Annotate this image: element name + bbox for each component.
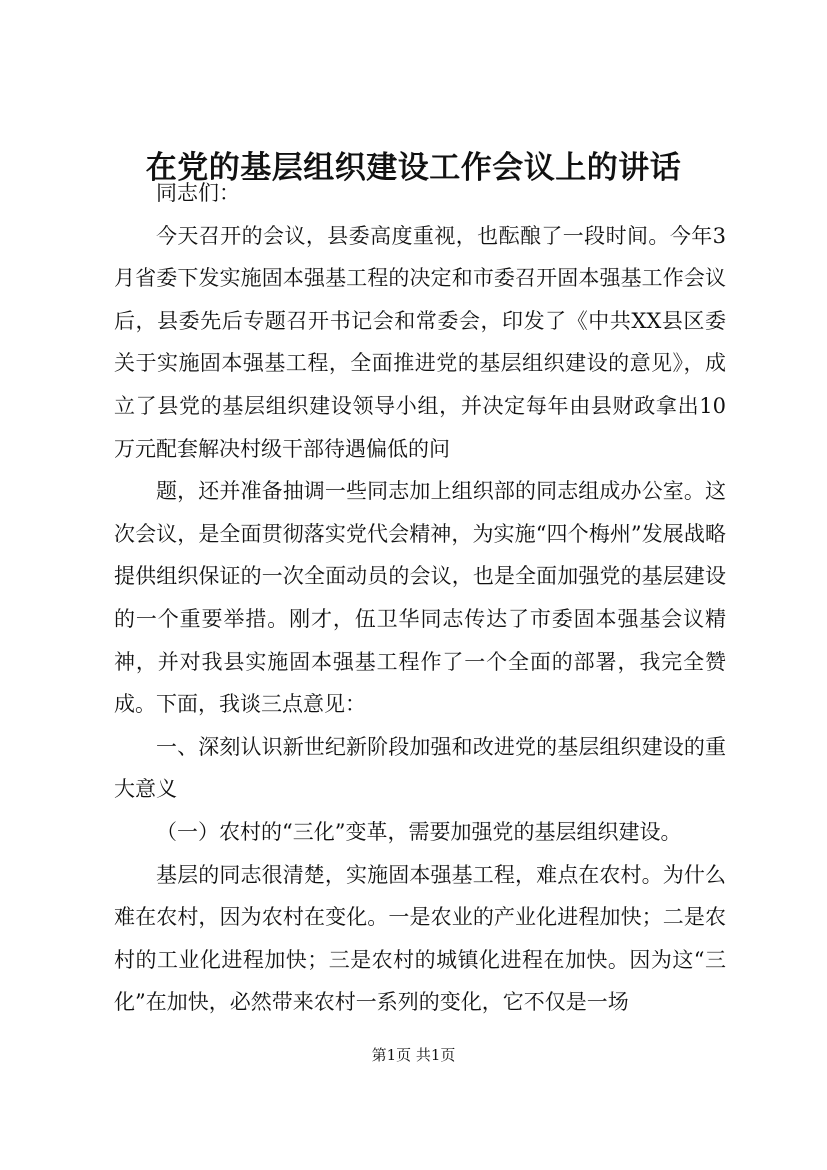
- paragraph-opening: 今天召开的会议，县委高度重视，也酝酿了一段时间。今年3月省委下发实施固本强基工程的决定和市委召开固本强基工作会议后，县委先后专题召开书记会和常委会，印发了《中共XX县区委关于实施固本强基工程，全面推进党的基层组织建设的意见》，成立了县党的基层组织建设领导小组，并决定每年由县财政拿出10万元配套解决村级干部待遇偏低的问: [114, 223, 726, 461]
- document-title: 在党的基层组织建设工作会议上的讲话: [145, 150, 682, 186]
- paragraph-continuation: 题，还并准备抽调一些同志加上组织部的同志组成办公室。这次会议，是全面贯彻落实党代会精神，为实施“四个梅州”发展战略提供组织保证的一次全面动员的会议，也是全面加强党的基层建设的一个重要举措。刚才，伍卫华同志传达了市委固本强基会议精神，并对我县实施固本强基工程作了一个全面的部署，我完全赞成。下面，我谈三点意见：: [114, 479, 726, 717]
- paragraph-rural-change: 基层的同志很清楚，实施固本强基工程，难点在农村。为什么难在农村，因为农村在变化。一是农业的产业化进程加快；二是农村的工业化进程加快；三是农村的城镇化进程在加快。因为这“三化”在加快，必然带来农村一系列的变化，它不仅是一场: [114, 862, 726, 1015]
- subsection-heading-one: （一）农村的“三化”变革，需要加强党的基层组织建设。: [156, 819, 682, 844]
- paragraph-salutation: 同志们：: [156, 181, 240, 205]
- page-footer: 第1页 共1页: [371, 1046, 456, 1064]
- section-heading-one: 一、深刻认识新世纪新阶段加强和改进党的基层组织建设的重大意义: [114, 734, 726, 802]
- document-body: [114, 172, 726, 1024]
